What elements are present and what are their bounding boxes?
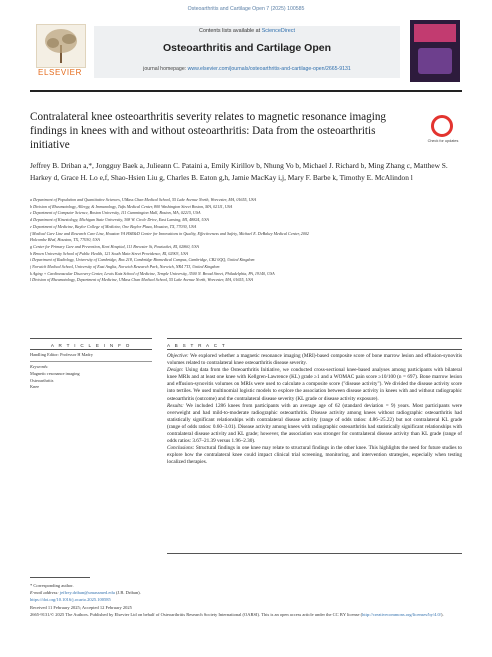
contents-line: Contents lists available at ScienceDirect — [199, 28, 295, 34]
abstract-conclusions: Conclusions: Structural findings in one knee may relate to structural findings in the other knee. This highlights the need for future studies to explore how the contralateral knee could impact clinical trial screening, monitoring, and intervention strategies, especially when testing localized therapies. — [167, 445, 463, 466]
abstract-heading: A B S T R A C T — [167, 343, 227, 348]
journal-name[interactable]: Osteoarthritis and Cartilage Open — [162, 42, 332, 54]
check-for-updates-badge[interactable] — [425, 115, 461, 151]
affiliation: f Medical Care Line and Research Care Line, Houston VA HSR&D Center for Innovations in Quality, Effectiveness and Safety, Michael E. DeBakey Medical Center, 2002 — [30, 230, 309, 236]
elsevier-tree-icon — [36, 24, 86, 68]
journal-header — [30, 20, 462, 92]
license-link[interactable]: http://creativecommons.org/licenses/by/4.0/ — [362, 611, 442, 617]
affiliation: j Norwich Medical School, University of East Anglia, Norwich Research Park, Norwich, NR4 7TJ, United Kingdom — [30, 264, 220, 270]
top-citation[interactable]: Osteoarthritis and Cartilage Open 7 (2025) 100585 — [187, 6, 305, 12]
affiliation: i Department of Radiology, University of Cambridge, Box 218, Cambridge Biomedical Campus, Cambridge, CB2 0QQ, United Kingdom — [30, 257, 255, 263]
affiliation: k Aging + Cardiovascular Discovery Center, Lewis Katz School of Medicine, Temple University, 3500 N. Broad Street, Philadelphia, PA, 19140, USA — [30, 270, 275, 276]
abstract-rule-bottom — [167, 553, 462, 554]
abstract-results: Results: We included 1286 knees from participants with an average age of 62 (standard deviation = 9) years. Most participants were overweight and had mild-to-moderate radiographic osteoarthritis. Disease activity among knees without radiographic osteoarthritis had statistically significant relationships with contralateral disease activity (range of odds ratios: 4.86–25.22) but not contralateral KL grade (range of odds ratios: 0.60–3.01). Disease activity among knees with radiographic osteoarthritis had statistically significant relationships with contralateral disease activity and KL grade; however, the association was stronger for contralateral disease activity than KL grade (range of odds ratios: 3.67–21.39 versus 1.96–2.30). — [167, 402, 463, 445]
affiliation: l Division of Rheumatology, Department of Medicine, UMass Chan Medical School, 55 Lake Avenue North, Worcester, MA, 01655, USA — [30, 277, 254, 283]
keywords-list — [30, 371, 152, 391]
affiliations — [30, 197, 462, 284]
affiliation: g Center for Primary Care and Prevention, Kent Hospital, 111 Brewster St, Pawtucket, RI, 02860, USA — [30, 243, 199, 249]
article-info-rule — [30, 349, 152, 350]
doi-link[interactable]: https://doi.org/10.1016/j.ocarto.2025.100585 — [30, 597, 111, 603]
received-dates: Received 11 February 2025; Accepted 12 February 2025 — [30, 604, 132, 610]
abstract-body — [167, 353, 462, 467]
check-updates-label: Check for updates — [427, 139, 459, 143]
abstract-rule — [167, 349, 462, 350]
keyword: Osteoarthritis — [30, 377, 54, 383]
check-updates-icon — [431, 115, 453, 137]
keywords-heading: Keywords: — [30, 364, 49, 369]
sciencedirect-link[interactable]: ScienceDirect — [261, 28, 295, 34]
affiliation: b Division of Rheumatology, Allergy, & Immunology, Tufts Medical Center, 800 Washington Street Boston, MA, 02111, USA — [30, 203, 233, 209]
author-list: Jeffrey B. Driban a,*, Jongguy Baek a, Julieann C. Pataini a, Emily Kirillov b, Nhung Vo b, Michael J. Richard b, Ming Zhang c, Matthew S. Harkey d, Grace H. Lo e,f, Shao-Hsien Liu g, Charles B. Eaton g,h, Jamie MacKay i,j, Mary F. Barbe k, Timothy E. McAlindon l — [30, 161, 448, 182]
homepage-line: journal homepage: www.elsevier.com/journals/osteoarthritis-and-cartilage-open/2665-9131 — [143, 66, 351, 72]
email-link[interactable]: jeffrey.driban@umassmed.edu — [59, 590, 115, 596]
article-title: Contralateral knee osteoarthritis severity relates to magnetic resonance imaging findings in knees with and without osteoarthritis: Data from the osteoarthritis initiative — [30, 111, 387, 151]
article-info-heading: A R T I C L E I N F O — [50, 343, 132, 348]
abstract-objective: Objective: We explored whether a magnetic resonance imaging (MRI)-based composite score of bone marrow lesion and effusion-synovitis volumes related to contralateral knee osteoarthritis disease severity. — [167, 353, 462, 367]
journal-cover-image[interactable] — [410, 20, 460, 82]
email-line: E-mail address: jeffrey.driban@umassmed.edu (J.B. Driban). — [30, 590, 141, 596]
affiliation: h Brown University School of Public Health, 121 South Main Street Providence, RI, 02903, USA — [30, 250, 189, 256]
affiliation: a Department of Population and Quantitative Sciences, UMass Chan Medical School, 55 Lake Avenue North, Worcester, MA, 01655, USA — [30, 197, 257, 202]
header-rule — [30, 90, 462, 92]
handling-editor: Handling Editor: Professor H Madry — [30, 352, 94, 357]
abstract-design: Design: Using data from the Osteoarthritis Initiative, we conducted cross-sectional knee-based analyses among participants with bilateral knee MRIs and at least one knee with Kellgren-Lawrence (KL) grade ≥1 and a WOMAC pain score ≥10/100 (n = 697). Bone marrow lesion and effusion-synovitis volumes on MRIs were used to calculate a composite score ("disease activity"). We divided the disease activity score into tertiles. We used multinomial logistic models to explore the association between disease activity in knees with and without radiographic osteoarthritis (outcome) and the contralateral disease severity (KL grade or disease activity exposure). — [167, 367, 462, 402]
journal-homepage-link[interactable]: www.elsevier.com/journals/osteoarthritis-and-cartilage-open/2665-9131 — [187, 66, 351, 72]
copyright-notice: 2665-9131/© 2025 The Authors. Published by Elsevier Ltd on behalf of Osteoarthritis Research Society International (OARSI). This is an open access article under the CC BY license (http://creativecommons.org/licenses/by/4.0/). — [30, 611, 444, 617]
elsevier-logo[interactable] — [30, 20, 90, 82]
keyword: Magnetic resonance imaging — [30, 371, 80, 376]
corresponding-author-note: * Corresponding author. — [30, 583, 74, 588]
cover-band — [414, 24, 456, 42]
elsevier-wordmark: ELSEVIER — [38, 68, 82, 77]
affiliation: c Department of Computer Science, Boston University, 111 Cummington Mall, Boston, MA, 02215, USA — [30, 210, 201, 216]
article-info-rule-top — [30, 338, 152, 339]
affiliation: Holcombe Blvd, Houston, TX, 77030, USA — [30, 237, 100, 243]
affiliation: e Department of Medicine, Baylor College of Medicine, One Baylor Plaza, Houston, TX, 77030, USA — [30, 223, 197, 229]
keyword: Knee — [30, 384, 40, 390]
affiliation: d Department of Kinesiology, Michigan State University, 308 W. Circle Drive, East Lansing, MI, 48824, USA — [30, 217, 209, 223]
cover-art — [418, 48, 452, 74]
abstract-rule-top — [167, 338, 462, 339]
footnotes — [30, 582, 462, 618]
